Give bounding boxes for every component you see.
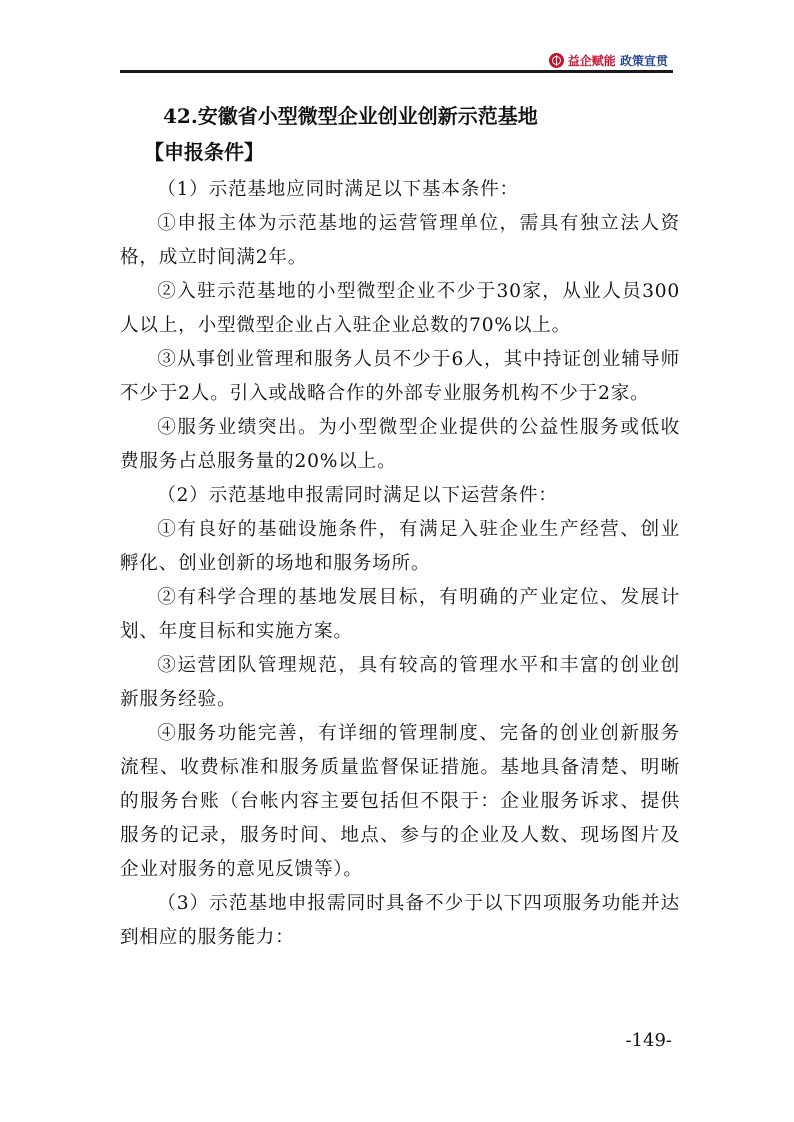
logo-brand: 益企赋能 [567, 54, 616, 68]
paragraph: ②入驻示范基地的小型微型企业不少于30家，从业人员300人以上，小型微型企业占入驻企业总数的70%以上。 [120, 281, 680, 336]
header-divider [120, 70, 673, 73]
paragraph: ①申报主体为示范基地的运营管理单位，需具有独立法人资格，成立时间满2年。 [120, 213, 680, 268]
paragraph: ③从事创业管理和服务人员不少于6人，其中持证创业辅导师不少于2人。引入或战略合作的外部专业服务机构不少于2家。 [120, 349, 680, 404]
document-body [120, 98, 680, 955]
paragraph: ②有科学合理的基地发展目标，有明确的产业定位、发展计划、年度目标和实施方案。 [120, 587, 680, 642]
logo-tag: 政策宣贯 [619, 54, 668, 68]
logo-emblem-icon [549, 53, 564, 68]
section-heading: 【申报条件】 [144, 140, 264, 164]
header-logo [549, 52, 668, 69]
document-title: 42.安徽省小型微型企业创业创新示范基地 [163, 104, 538, 128]
paragraph: ①有良好的基础设施条件，有满足入驻企业生产经营、创业孵化、创业创新的场地和服务场所。 [120, 519, 680, 574]
paragraph: （2）示范基地申报需同时满足以下运营条件： [157, 485, 558, 506]
paragraph: ③运营团队管理规范，具有较高的管理水平和丰富的创业创新服务经验。 [120, 655, 680, 710]
logo-text [568, 52, 668, 69]
paragraph: ④服务业绩突出。为小型微型企业提供的公益性服务或低收费服务占总服务量的20%以上。 [120, 417, 680, 472]
paragraph: ④服务功能完善，有详细的管理制度、完备的创业创新服务流程、收费标准和服务质量监督保证措施。基地具备清楚、明晰的服务台账（台帐内容主要包括但不限于：企业服务诉求、提供服务的记录，服务时间、地点、参与的企业及人数、现场图片及企业对服务的意见反馈等）。 [120, 723, 680, 880]
page-number: -149- [625, 1030, 672, 1051]
paragraph: （3）示范基地申报需同时具备不少于以下四项服务功能并达到相应的服务能力： [120, 893, 680, 948]
paragraph: （1）示范基地应同时满足以下基本条件： [157, 179, 519, 200]
